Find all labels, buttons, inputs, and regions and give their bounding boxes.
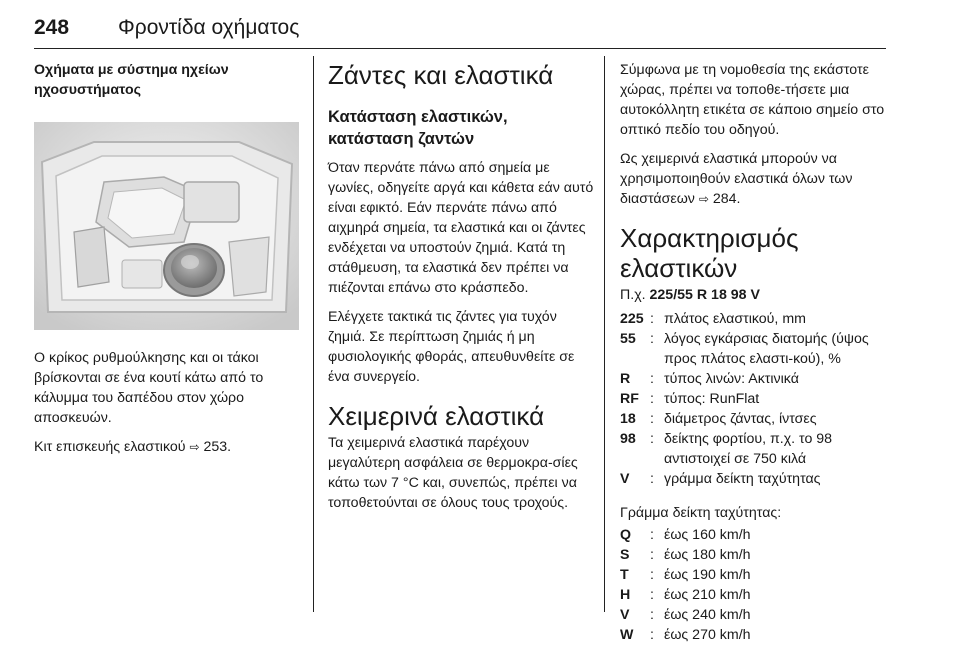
repair-kit-page[interactable]: 253. [203, 439, 232, 455]
definition-row: 98 : δείκτης φορτίου, π.χ. το 98 αντιστοιχεί σε 750 κιλά [620, 431, 833, 467]
page-number: 248 [34, 16, 70, 39]
column-1 [34, 60, 302, 466]
page-ref-arrow-icon: ⇨ [189, 440, 200, 454]
designation-example [620, 285, 895, 305]
definition-row: 225 : πλάτος ελαστικού, mm [620, 311, 806, 327]
definition-row: V : γράμμα δείκτη ταχύτητας [620, 471, 821, 487]
chapter-title: Φροντίδα οχήματος [118, 16, 300, 39]
speed-row: T : έως 190 km/h [620, 567, 751, 583]
definition-row: 55 : λόγος εγκάρσιας διατομής (ύψος προς πλάτος ελαστι-κού), % [620, 331, 869, 367]
speed-row: Q : έως 160 km/h [620, 527, 751, 543]
sticker-paragraph: Σύμφωνα με τη νομοθεσία της εκάστοτε χώρας, πρέπει να τοποθε-τήσετε μια αυτοκόλλητη ετικέτα σε κάποιο σημείο στο οπτικό πεδίο του οδηγού. [620, 62, 885, 138]
column-2 [328, 60, 596, 522]
definition-row: 18 : διάμετρος ζάντας, ίντσες [620, 411, 817, 427]
column-divider-2 [604, 56, 605, 612]
section-title-tyre-designation: Χαρακτηρισμός ελαστικών [620, 223, 799, 283]
subsection-title-condition: Κατάσταση ελαστικών, κατάσταση ζαντών [328, 108, 508, 148]
speed-row: S : έως 180 km/h [620, 547, 751, 563]
box-location-text: Ο κρίκος ρυθμούλκησης και οι τάκοι βρίσκονται σε ένα κουτί κάτω από το κάλυμμα του δαπέδου στον χώρο αποσκευών. [34, 350, 264, 426]
trunk-floor-photo [34, 122, 299, 330]
definition-row: RF : τύπος: RunFlat [620, 391, 760, 407]
repair-kit-text: Κιτ επισκευής ελαστικού [34, 439, 186, 455]
winter-sizes-text: Ως χειμερινά ελαστικά μπορούν να χρησιμοποιηθούν ελαστικά όλων των διαστάσεων [620, 151, 853, 207]
speed-index-table [620, 525, 751, 645]
section-title-winter-tyres: Χειμερινά ελαστικά [328, 401, 545, 431]
section-heading-sound-system: Οχήματα με σύστημα ηχείων ηχοσυστήματος [34, 62, 229, 98]
example-prefix: Π.χ. [620, 287, 646, 303]
page-ref-arrow-icon: ⇨ [698, 192, 709, 206]
column-3 [620, 60, 895, 659]
column-divider-1 [313, 56, 314, 612]
example-code: 225/55 R 18 98 V [649, 287, 760, 303]
speed-row: H : έως 210 km/h [620, 587, 751, 603]
section-title-wheels-tyres: Ζάντες και ελαστικά [328, 60, 554, 90]
header-rule [34, 48, 886, 49]
winter-sizes-page[interactable]: 284. [712, 191, 741, 207]
winter-tyres-paragraph: Τα χειμερινά ελαστικά παρέχουν μεγαλύτερη ασφάλεια σε θερμοκρα-σίες κάτω των 7 °C και, συνεπώς, πρέπει να τοποθετούνται σε όλους τους τροχούς. [328, 435, 578, 511]
trunk-box-illustration [34, 122, 299, 330]
designation-definitions [620, 309, 895, 489]
winter-sizes-paragraph [620, 149, 895, 209]
speed-row: V : έως 240 km/h [620, 607, 751, 623]
repair-kit-reference [34, 437, 302, 457]
condition-paragraph-2: Ελέγχετε τακτικά τις ζάντες για τυχόν ζημιά. Σε περίπτωση ζημιάς ή μη φυσιολογικής φθοράς, απευθυνθείτε σε ένα συνεργείο. [328, 309, 575, 385]
definition-row: R : τύπος λινών: Ακτινικά [620, 371, 799, 387]
speed-index-heading: Γράμμα δείκτη ταχύτητας: [620, 505, 782, 521]
page-header [34, 14, 886, 48]
speed-row: W : έως 270 km/h [620, 627, 751, 643]
condition-paragraph-1: Όταν περνάτε πάνω από σημεία με γωνίες, οδηγείτε αργά και κάθετα εάν αυτό είναι εφικτό. Εάν περνάτε πάνω από αιχμηρά σημεία, τα ελαστικά και οι ζάντες ενδέχεται να υποστούν ζημιά. Κατά τη στάθμευση, τα ελαστικά δεν πρέπει να πιέζονται επάνω στο κράσπεδο. [328, 160, 594, 296]
